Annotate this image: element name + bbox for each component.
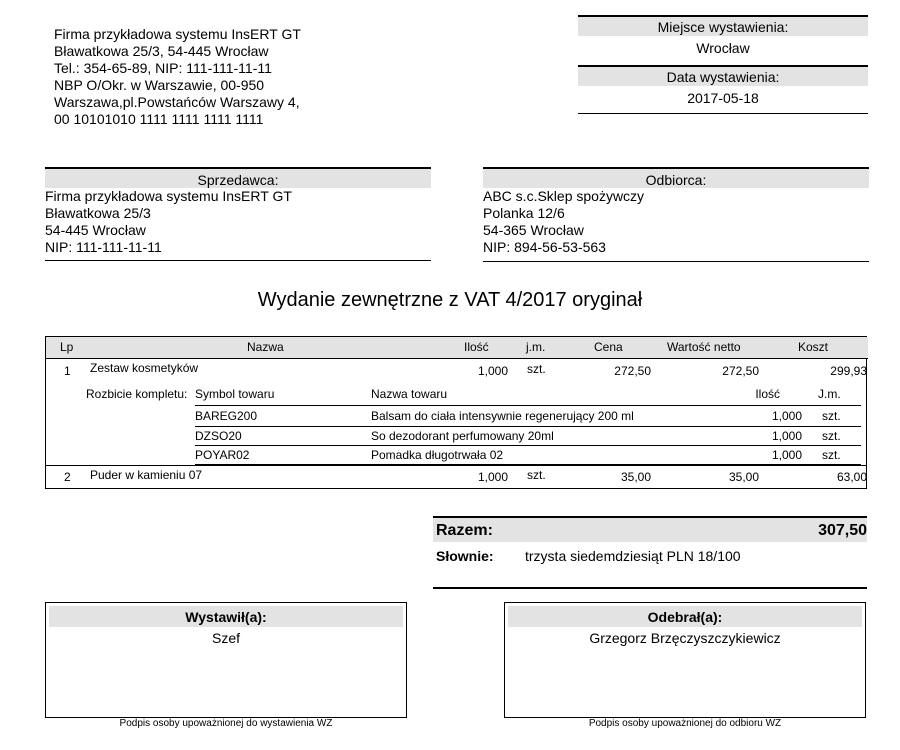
total-label: Razem:: [436, 522, 493, 539]
item-price: 272,50: [614, 364, 651, 378]
breakdown-qty: 1,000: [771, 429, 802, 443]
seller-line: 54-445 Wrocław: [45, 222, 146, 238]
item-lp: 2: [64, 470, 71, 484]
issued-by-caption: Podpis osoby upoważnionej do wystawienia WZ: [119, 718, 333, 729]
col-price: Cena: [594, 340, 623, 354]
col-net: Wartość netto: [667, 340, 741, 354]
total-value: 307,50: [818, 522, 867, 539]
item-net: 272,50: [722, 364, 759, 378]
item-name: Zestaw kosmetyków: [90, 361, 199, 375]
buyer-block: [483, 167, 869, 262]
breakdown-symbol: BAREG200: [195, 409, 258, 423]
breakdown-unit: szt.: [822, 429, 841, 443]
col-name: Nazwa: [247, 340, 284, 354]
breakdown-col-unit: J.m.: [818, 387, 841, 401]
breakdown-col-qty: Ilość: [755, 387, 780, 401]
breakdown-header: [46, 385, 866, 404]
received-by-name: Grzegorz Brzęczyszczykiewicz: [589, 630, 781, 646]
col-unit: j.m.: [526, 340, 546, 354]
table-row: [46, 467, 866, 487]
row-divider: [46, 465, 866, 466]
amount-in-words: [436, 548, 741, 564]
received-by-caption: Podpis osoby upoważnionej do odbioru WZ: [588, 718, 782, 729]
breakdown-symbol: DZSO20: [195, 429, 242, 443]
issuer-line: Warszawa,pl.Powstańców Warszawy 4,: [54, 94, 300, 110]
date-label: Data wystawienia:: [578, 65, 868, 86]
seller-label: Sprzedawca:: [45, 167, 431, 188]
item-net: 35,00: [728, 470, 759, 484]
buyer-label: Odbiorca:: [483, 167, 869, 188]
document-title: Wydanie zewnętrzne z VAT 4/2017 oryginał: [257, 289, 643, 311]
items-table: [45, 336, 867, 489]
table-row: [46, 360, 866, 380]
issuer-line: NBP O/Okr. w Warszawie, 00-950: [54, 77, 265, 93]
breakdown-qty: 1,000: [771, 409, 802, 423]
words-value: trzysta siedemdziesiąt PLN 18/100: [525, 548, 741, 564]
issuer-details: [54, 26, 301, 128]
issued-by-name: Szef: [211, 630, 240, 646]
breakdown-label: Rozbicie kompletu:: [86, 387, 188, 401]
buyer-line: Polanka 12/6: [483, 205, 565, 221]
item-cost: 63,00: [836, 470, 867, 484]
date-of-issue: [578, 65, 868, 114]
col-lp: Lp: [60, 340, 74, 354]
issuer-line: 00 10101010 1111 1111 1111 1111: [54, 111, 264, 127]
words-label: Słownie:: [436, 548, 494, 564]
breakdown-row: [46, 446, 866, 465]
table-header: [46, 337, 868, 359]
breakdown-col-name: Nazwa towaru: [371, 387, 448, 401]
item-price: 35,00: [620, 470, 651, 484]
totals-block: [433, 516, 867, 589]
breakdown-row: [46, 407, 866, 426]
breakdown-name: So dezodorant perfumowany 20ml: [371, 429, 554, 443]
issuer-line: Tel.: 354-65-89, NIP: 111-111-11-11: [54, 60, 272, 76]
item-cost: 299,93: [830, 364, 867, 378]
seller-line: Firma przykładowa systemu InsERT GT: [45, 188, 292, 204]
breakdown-unit: szt.: [822, 409, 841, 423]
date-value: 2017-05-18: [687, 90, 759, 106]
place-value: Wrocław: [696, 40, 750, 56]
col-qty: Ilość: [464, 340, 489, 354]
seller-line: Bławatkowa 25/3: [45, 205, 151, 221]
received-by-box: [504, 602, 866, 718]
item-lp: 1: [64, 364, 71, 378]
buyer-line: NIP: 894-56-53-563: [483, 239, 606, 255]
total-bar: [433, 516, 867, 542]
seller-block: [45, 167, 431, 261]
item-unit: szt.: [527, 468, 546, 482]
issued-by-label: Wystawił(a):: [49, 606, 403, 627]
breakdown-col-symbol: Symbol towaru: [195, 387, 275, 401]
item-qty: 1,000: [477, 364, 508, 378]
issuer-line: Firma przykładowa systemu InsERT GT: [54, 26, 301, 42]
breakdown-symbol: POYAR02: [195, 448, 250, 462]
divider: [195, 405, 861, 406]
buyer-line: ABC s.c.Sklep spożywczy: [483, 188, 645, 204]
col-cost: Koszt: [798, 340, 829, 354]
buyer-line: 54-365 Wrocław: [483, 222, 584, 238]
breakdown-qty: 1,000: [771, 448, 802, 462]
breakdown-row: [46, 427, 866, 446]
breakdown-unit: szt.: [822, 448, 841, 462]
item-qty: 1,000: [477, 470, 508, 484]
place-of-issue: [578, 15, 868, 62]
breakdown-name: Pomadka długotrwała 02: [371, 448, 504, 462]
place-label: Miejsce wystawienia:: [578, 15, 868, 36]
issuer-line: Bławatkowa 25/3, 54-445 Wrocław: [54, 43, 269, 59]
item-unit: szt.: [527, 362, 546, 376]
issued-by-box: [45, 602, 407, 718]
seller-line: NIP: 111-111-11-11: [45, 239, 162, 255]
received-by-label: Odebrał(a):: [508, 606, 862, 627]
item-name: Puder w kamieniu 07: [90, 468, 203, 482]
breakdown-name: Balsam do ciała intensywnie regenerujący 200 ml: [371, 409, 634, 423]
